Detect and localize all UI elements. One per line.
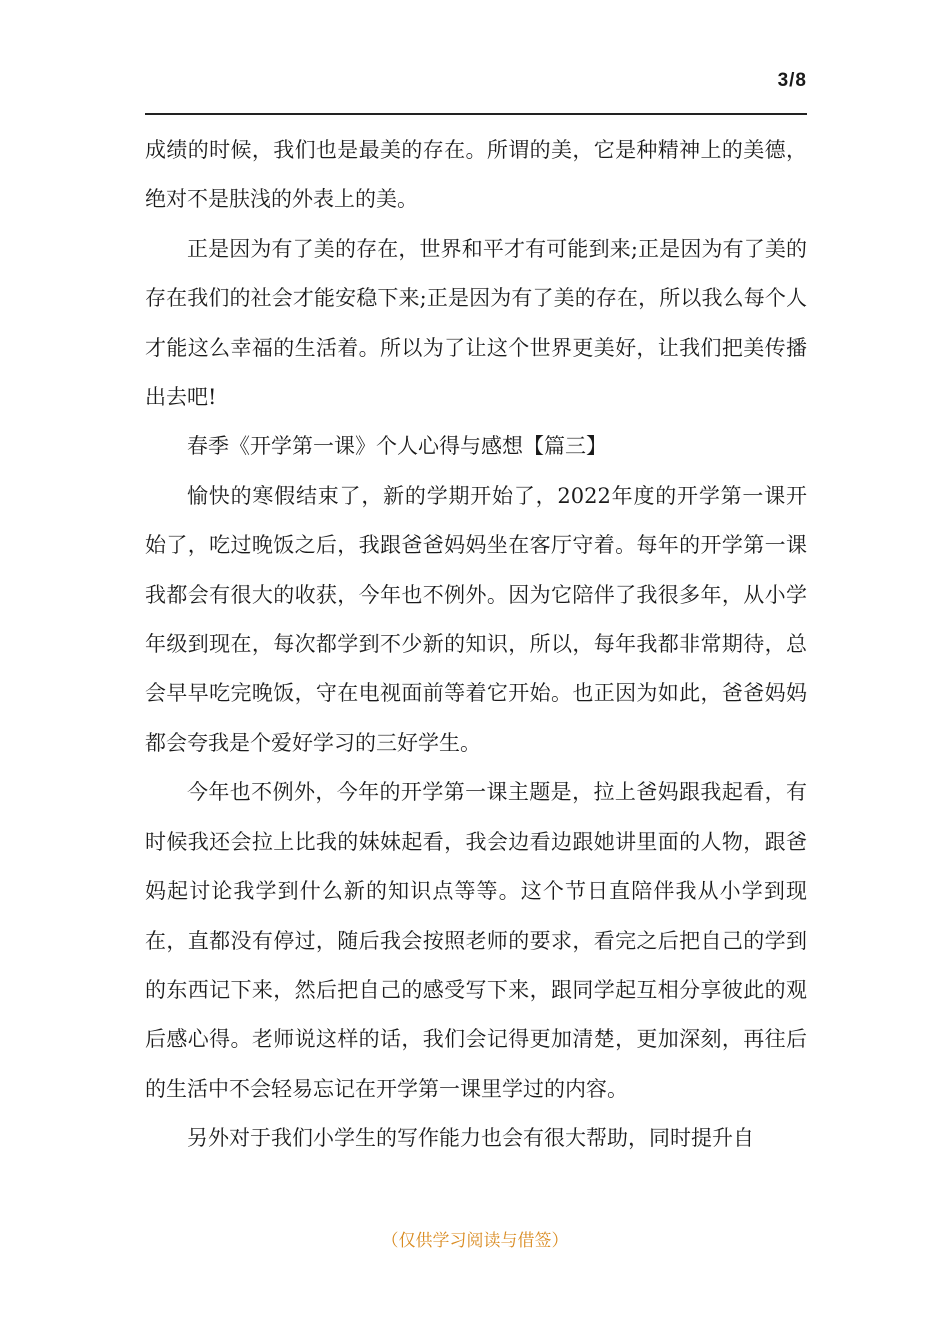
document-body bbox=[145, 126, 807, 1164]
paragraph-4: 今年也不例外，今年的开学第一课主题是，拉上爸妈跟我起看，有时候我还会拉上比我的妹妹起看，我会边看边跟她讲里面的人物，跟爸妈起讨论我学到什么新的知识点等等。这个节日直陪伴我从小学到现在，直都没有停过，随后我会按照老师的要求，看完之后把自己的学到的东西记下来，然后把自己的感受写下来，跟同学起互相分享彼此的观后感心得。老师说这样的话，我们会记得更加清楚，更加深刻，再往后的生活中不会轻易忘记在开学第一课里学过的内容。 bbox=[145, 780, 807, 1101]
header-divider bbox=[145, 113, 807, 115]
section-heading: 春季《开学第一课》个人心得与感想【篇三】 bbox=[187, 434, 607, 459]
paragraph-3: 愉快的寒假结束了，新的学期开始了，2022年度的开学第一课开始了，吃过晚饭之后，我跟爸爸妈妈坐在客厅守着。每年的开学第一课我都会有很大的收获，今年也不例外。因为它陪伴了我很多年，从小学年级到现在，每次都学到不少新的知识，所以，每年我都非常期待，总会早早吃完晚饭，守在电视面前等着它开始。也正因为如此，爸爸妈妈都会夸我是个爱好学习的三好学生。 bbox=[145, 483, 807, 755]
paragraph-2: 正是因为有了美的存在，世界和平才有可能到来;正是因为有了美的存在我们的社会才能安稳下来;正是因为有了美的存在，所以我么每个人才能这么幸福的生活着。所以为了让这个世界更美好，让我们把美传播出去吧! bbox=[145, 236, 807, 410]
page-number: 3/8 bbox=[777, 70, 807, 91]
footer-note: （仅供学习阅读与借签） bbox=[381, 1231, 569, 1251]
paragraph-5: 另外对于我们小学生的写作能力也会有很大帮助，同时提升自 bbox=[187, 1126, 754, 1151]
paragraph-1: 成绩的时候，我们也是最美的存在。所谓的美，它是种精神上的美德，绝对不是肤浅的外表上的美。 bbox=[145, 138, 807, 212]
